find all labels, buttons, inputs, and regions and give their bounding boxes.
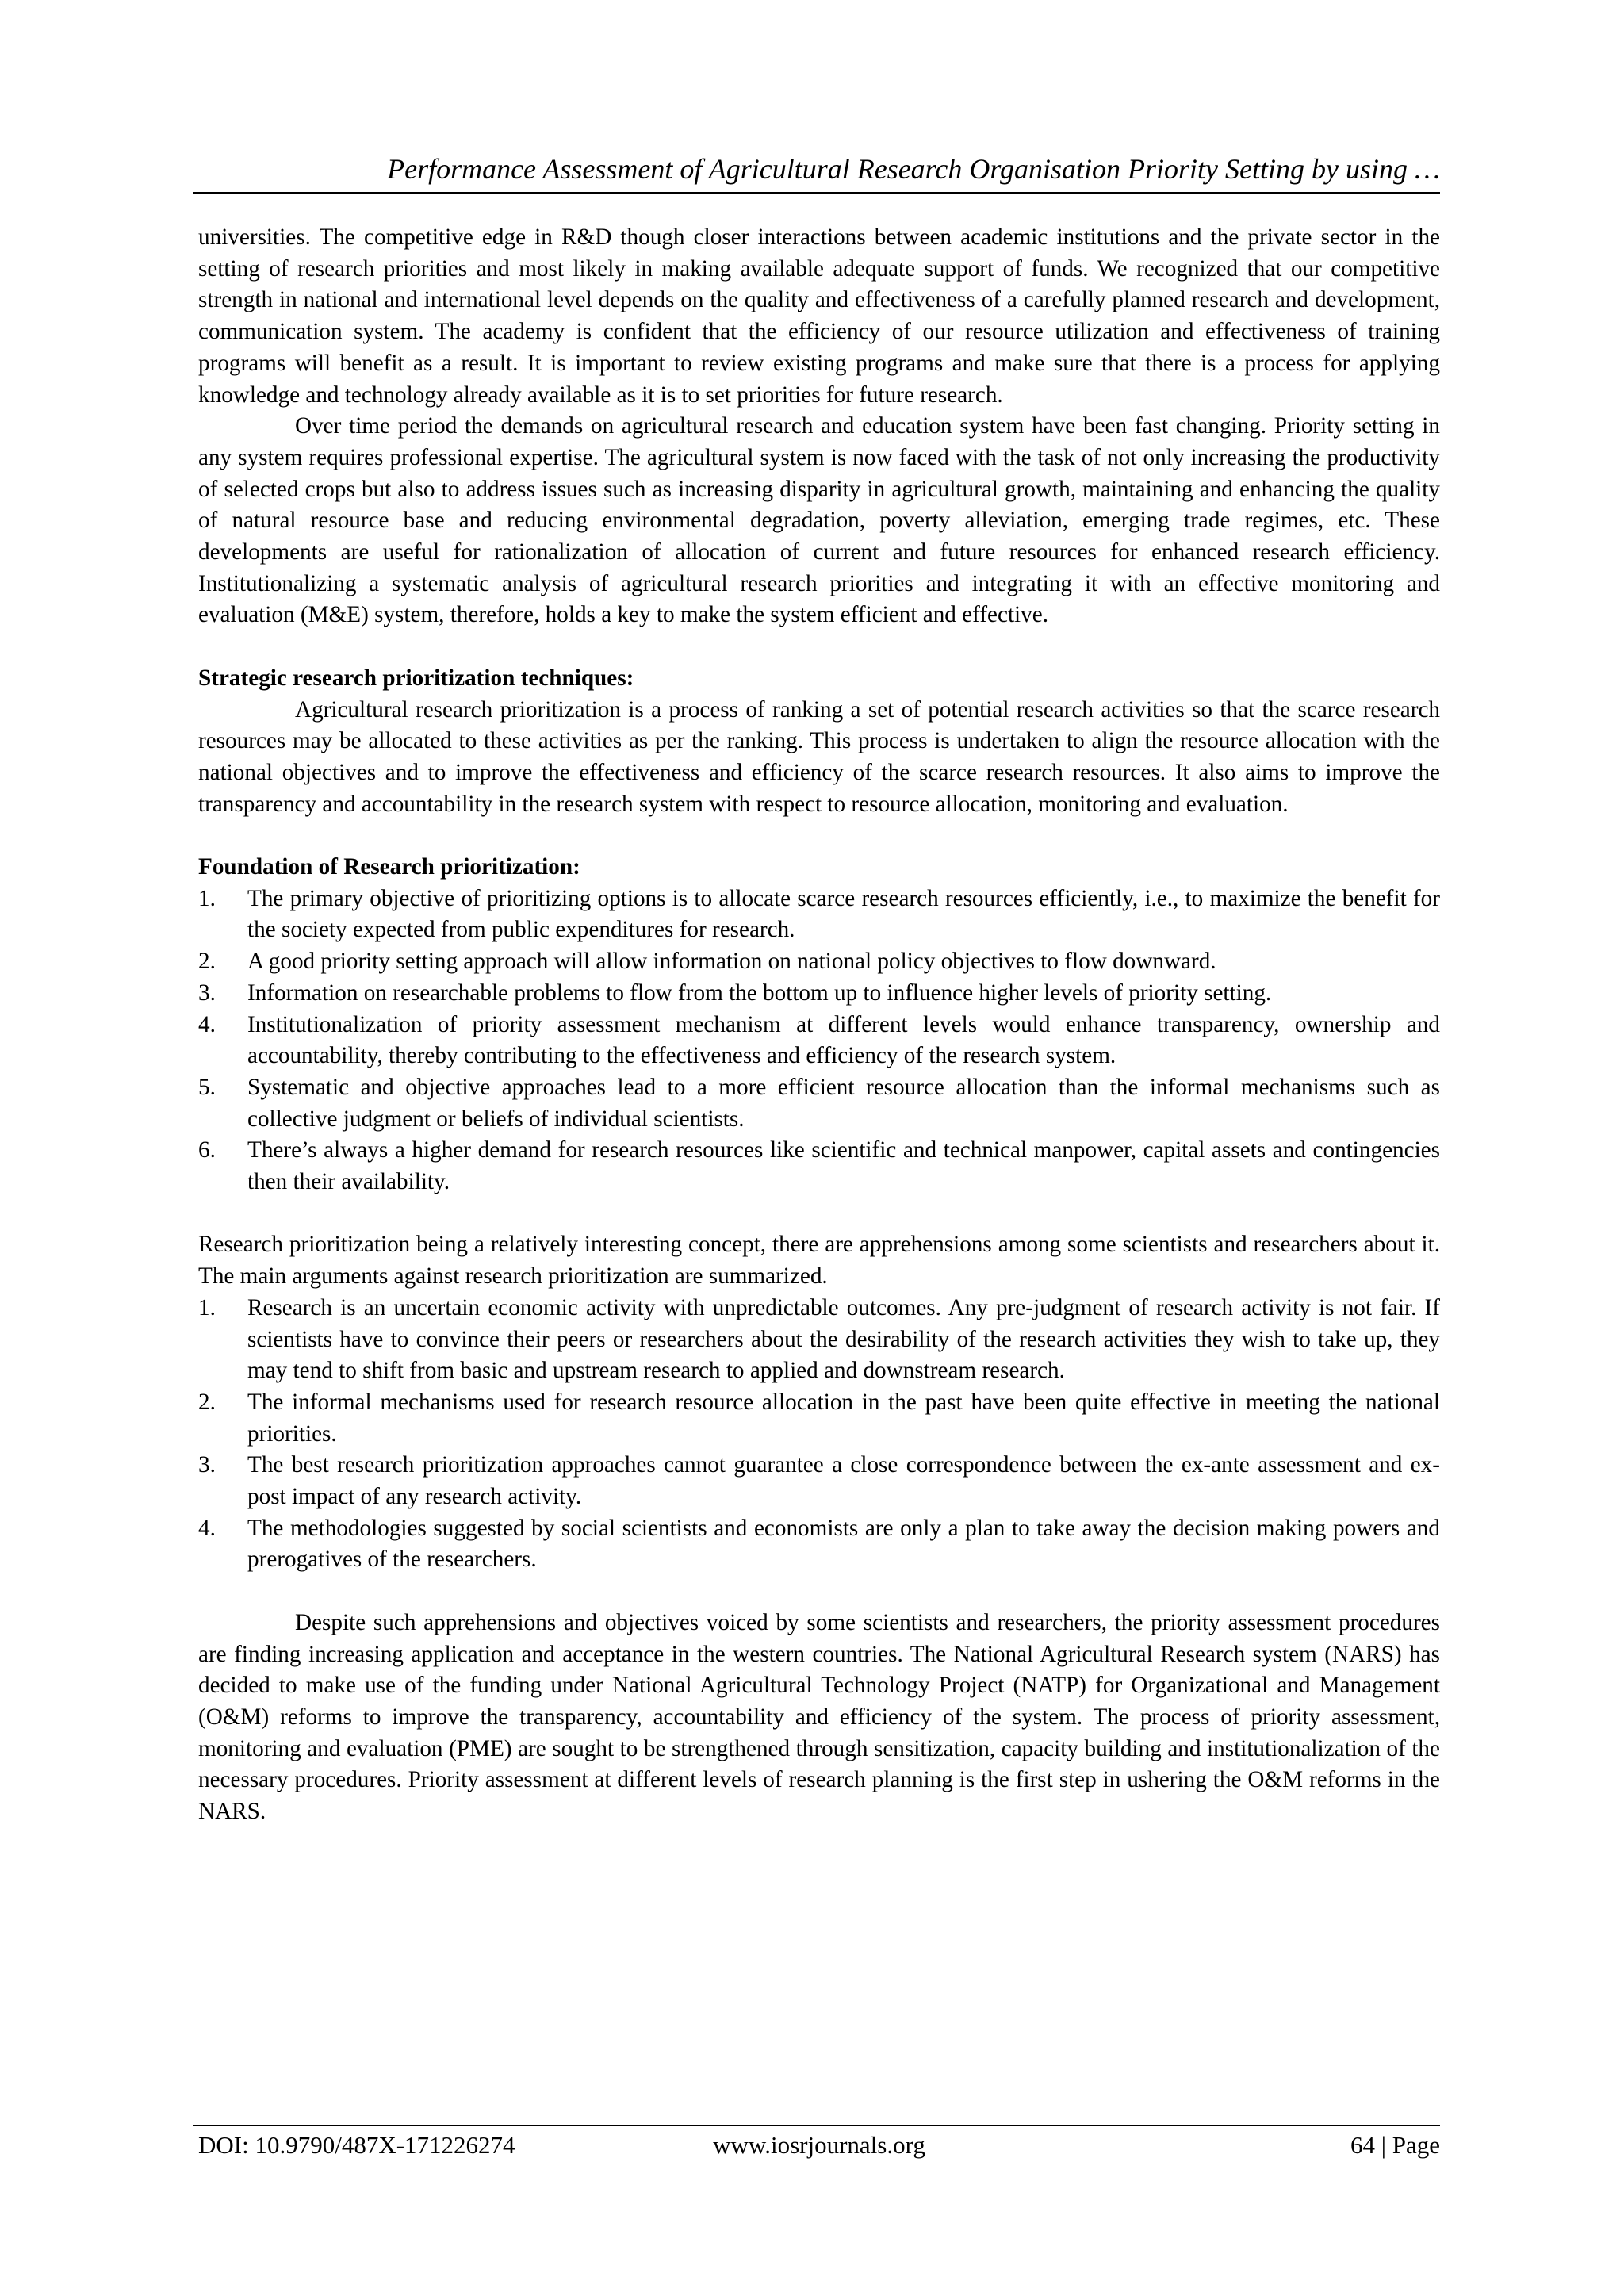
list-item-text: A good priority setting approach will allow information on national policy objectives to flow downward. xyxy=(247,949,1216,975)
header-divider xyxy=(193,192,1440,194)
spacer xyxy=(198,631,1440,663)
spacer xyxy=(198,1198,1440,1230)
list-item-text: The best research prioritization approaches cannot guarantee a close correspondence between the ex-ante assessment and ex-post impact of any research activity. xyxy=(247,1452,1440,1510)
footer-website: www.iosrjournals.org xyxy=(713,2131,925,2159)
list-item xyxy=(198,1072,1440,1135)
list-item xyxy=(198,1010,1440,1072)
page-footer xyxy=(198,2129,1440,2161)
footer-doi: DOI: 10.9790/487X-171226274 xyxy=(198,2131,515,2159)
list-item-text: Systematic and objective approaches lead to a more efficient resource allocation than the informal mechanisms such as collective judgment or beliefs of individual scientists. xyxy=(247,1074,1440,1132)
paragraph-nars-reforms: Despite such apprehensions and objectives voiced by some scientists and researchers, the priority assessment procedures are finding increasing application and acceptance in the western countries. The National Agricultural Research system (NARS) has decided to make use of the funding under National Agricultural Technology Project (NATP) for Organizational and Management (O&M) reforms to improve the transparency, accountability and efficiency of the system. The process of priority assessment, monitoring and evaluation (PME) are sought to be strengthened through sensitization, capacity building and institutionalization of the necessary procedures. Priority assessment at different levels of research planning is the first step in ushering the O&M reforms in the NARS. xyxy=(198,1609,1440,1825)
paragraph-universities: universities. The competitive edge in R&D though closer interactions between academic institutions and the private sector in the setting of research priorities and most likely in making available adequate support of funds. We recognized that our competitive strength in national and international level depends on the quality and effectiveness of a carefully planned research and development, communication system. The academy is confident that the efficiency of our resource utilization and effectiveness of training programs will benefit as a result. It is important to review existing programs and make sure that there is a process for applying knowledge and technology already available as it is to set priorities for future research. xyxy=(198,224,1440,408)
heading-strategic-prioritization: Strategic research prioritization techniques: xyxy=(198,665,634,691)
list-item xyxy=(198,1293,1440,1387)
footer-divider xyxy=(193,2125,1440,2126)
paragraph-demands: Over time period the demands on agricultural research and education system have been fast changing. Priority setting in any system requires professional expertise. The agricultural system is now faced with the task of not only increasing the productivity of selected crops but also to address issues such as increasing disparity in agricultural growth, maintaining and enhancing the quality of natural resource base and reducing environmental degradation, poverty alleviation, emerging trade regimes, etc. These developments are useful for rationalization of allocation of current and future resources for enhanced research efficiency. Institutionalizing a systematic analysis of agricultural research priorities and integrating it with an effective monitoring and evaluation (M&E) system, therefore, holds a key to make the system efficient and effective. xyxy=(198,413,1440,628)
list-item xyxy=(198,1135,1440,1198)
list-item xyxy=(198,978,1440,1010)
list-number: 4. xyxy=(198,1011,216,1037)
paragraph-apprehensions: Research prioritization being a relatively interesting concept, there are apprehensions among some scientists and researchers about it. The main arguments against research prioritization are summarized. xyxy=(198,1232,1440,1290)
list-item xyxy=(198,1513,1440,1576)
list-item xyxy=(198,1387,1440,1450)
list-item xyxy=(198,884,1440,946)
paragraph-prioritization-definition: Agricultural research prioritization is a process of ranking a set of potential research activities so that the scarce research resources may be allocated to these activities as per the ranking. This process is undertaken to align the resource allocation with the national objectives and to improve the effectiveness and efficiency of the scarce research resources. It also aims to improve the transparency and accountability in the research system with respect to resource allocation, monitoring and evaluation. xyxy=(198,696,1440,817)
article-body xyxy=(198,222,1440,1828)
list-item xyxy=(198,1450,1440,1512)
list-item-text: Information on researchable problems to flow from the bottom up to influence higher levels of priority setting. xyxy=(247,979,1272,1006)
list-number: 4. xyxy=(198,1515,216,1541)
list-item xyxy=(198,946,1440,978)
list-number: 3. xyxy=(198,979,216,1006)
heading-foundation: Foundation of Research prioritization: xyxy=(198,854,580,880)
list-number: 1. xyxy=(198,885,216,911)
list-number: 5. xyxy=(198,1074,216,1100)
list-item-text: The primary objective of prioritizing options is to allocate scarce research resources efficiently, i.e., to maximize the benefit for the society expected from public expenditures for research. xyxy=(247,885,1440,943)
list-item-text: Institutionalization of priority assessment mechanism at different levels would enhance transparency, ownership and accountability, thereby contributing to the effectiveness and efficiency of the research system. xyxy=(247,1011,1440,1069)
spacer xyxy=(198,1576,1440,1608)
list-item-text: The informal mechanisms used for research resource allocation in the past have been quite effective in meeting the national priorities. xyxy=(247,1389,1440,1447)
spacer xyxy=(198,820,1440,852)
list-number: 6. xyxy=(198,1137,216,1163)
arguments-list xyxy=(198,1293,1440,1576)
list-number: 2. xyxy=(198,1389,216,1415)
running-header-title: Performance Assessment of Agricultural Research Organisation Priority Setting by using … xyxy=(387,153,1440,185)
list-item-text: Research is an uncertain economic activity with unpredictable outcomes. Any pre-judgment of research activity is not fair. If scientists have to convince their peers or researchers about the desirability of the research activities they wish to take up, they may tend to shift from basic and upstream research to applied and downstream research. xyxy=(247,1294,1440,1384)
list-item-text: There’s always a higher demand for research resources like scientific and technical manpower, capital assets and contingencies then their availability. xyxy=(247,1137,1440,1195)
foundation-list xyxy=(198,884,1440,1198)
footer-page-number: 64 | Page xyxy=(1350,2131,1440,2159)
list-number: 2. xyxy=(198,949,216,975)
list-item-text: The methodologies suggested by social scientists and economists are only a plan to take away the decision making powers and prerogatives of the researchers. xyxy=(247,1515,1440,1573)
list-number: 3. xyxy=(198,1452,216,1478)
list-number: 1. xyxy=(198,1294,216,1320)
